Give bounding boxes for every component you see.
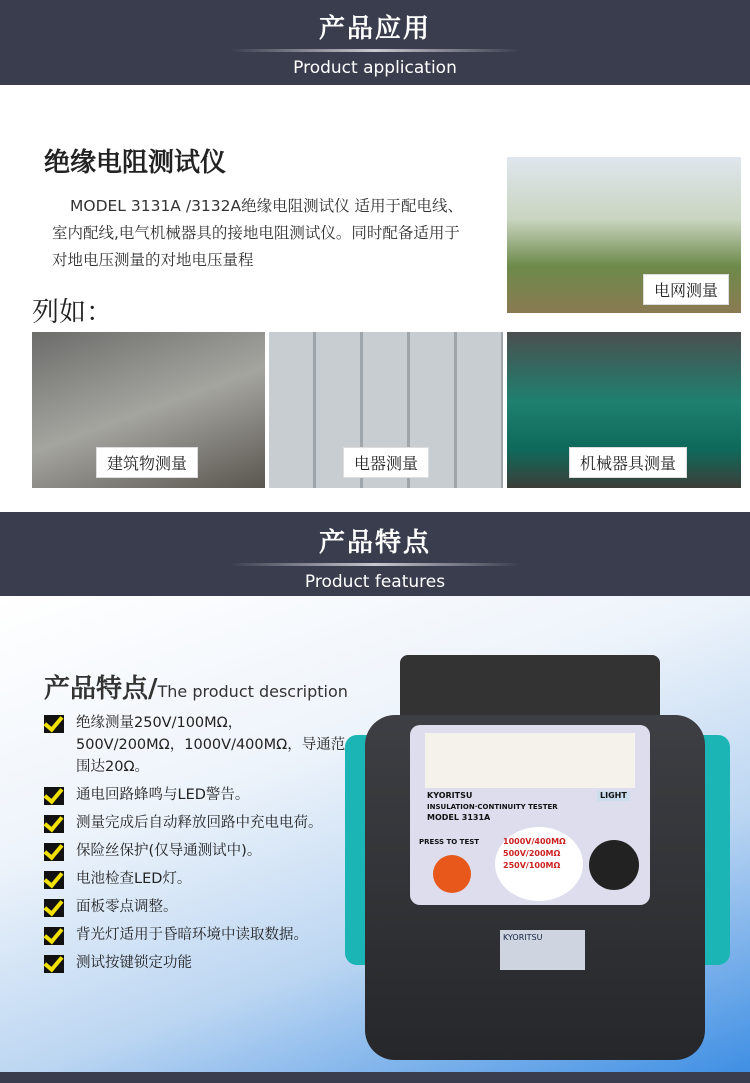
photo-building (32, 332, 265, 488)
section-banner-application (0, 0, 750, 85)
features-title-en: The product description (157, 682, 348, 701)
list-item (44, 868, 346, 890)
photo-caption: 电器测量 (343, 447, 429, 478)
light-button: LIGHT (597, 791, 630, 801)
divider (230, 49, 520, 52)
brand-plate: KYORITSU (500, 930, 585, 970)
checkmark-icon (44, 843, 64, 861)
range-label: 1000V/400MΩ (503, 837, 566, 846)
feature-text: 绝缘测量250V/100MΩ，500V/200MΩ，1000V/400MΩ，导通范围达20Ω。 (76, 715, 346, 775)
list-item (44, 924, 346, 946)
banner-title: 产品应用 (318, 14, 431, 44)
photo-caption: 建筑物测量 (96, 447, 198, 478)
feature-list (44, 712, 346, 980)
list-item (44, 812, 346, 834)
list-item (44, 952, 346, 974)
range-label: 250V/100MΩ (503, 861, 561, 870)
example-label: 列如： (32, 297, 113, 328)
photo-caption: 机械器具测量 (569, 447, 687, 478)
checkmark-icon (44, 787, 64, 805)
insulation-tester-image (345, 655, 730, 1065)
press-label: PRESS TO TEST (419, 838, 480, 846)
device-model: MODEL 3131A (427, 813, 491, 822)
photo-caption: 电网测量 (643, 274, 729, 305)
checkmark-icon (44, 871, 64, 889)
range-label: 500V/200MΩ (503, 849, 561, 858)
device-brand: KYORITSU (427, 791, 473, 800)
analog-meter (425, 733, 635, 788)
device-type: INSULATION·CONTINUITY TESTER (427, 803, 558, 811)
feature-text: 通电回路蜂鸣与LED警告。 (76, 787, 250, 803)
product-heading: 绝缘电阻测试仪 (44, 148, 227, 178)
banner-title: 产品特点 (318, 528, 431, 558)
feature-text: 测量完成后自动释放回路中充电电荷。 (76, 815, 323, 831)
checkmark-icon (44, 899, 64, 917)
banner-subtitle: Product features (304, 572, 446, 592)
photo-power-grid (507, 157, 741, 313)
photo-electrical (269, 332, 503, 488)
checkmark-icon (44, 927, 64, 945)
list-item (44, 712, 346, 778)
checkmark-icon (44, 715, 64, 733)
feature-text: 保险丝保护(仅导通测试中)。 (76, 843, 262, 859)
bottom-bar (0, 1072, 750, 1083)
photo-machinery (507, 332, 741, 488)
rotary-knob (589, 840, 639, 890)
checkmark-icon (44, 955, 64, 973)
features-title-cn: 产品特点/ (44, 674, 158, 704)
feature-text: 电池检查LED灯。 (76, 871, 192, 887)
divider (230, 563, 520, 566)
banner-subtitle: Product application (293, 58, 457, 78)
feature-text: 背光灯适用于昏暗环境中读取数据。 (76, 927, 308, 943)
checkmark-icon (44, 815, 64, 833)
feature-text: 面板零点调整。 (76, 899, 178, 915)
product-description: MODEL 3131A /3132A绝缘电阻测试仪 适用于配电线、室内配线,电气机械器具的接地电阻测试仪。同时配备适用于对地电压测量的对地电压量程 (52, 197, 464, 269)
list-item (44, 840, 346, 862)
section-banner-features (0, 512, 750, 596)
list-item (44, 784, 346, 806)
features-title (44, 668, 348, 705)
test-button (433, 855, 471, 893)
list-item (44, 896, 346, 918)
feature-text: 测试按键锁定功能 (76, 955, 192, 971)
